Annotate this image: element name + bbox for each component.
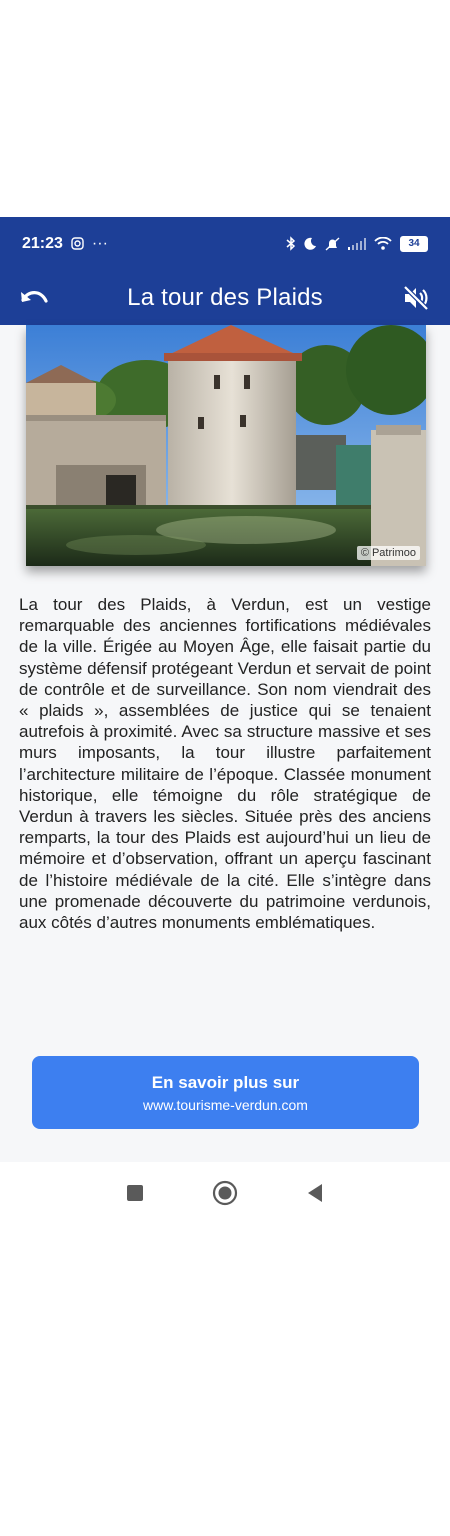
signal-icon xyxy=(348,238,366,250)
moon-icon xyxy=(304,237,317,250)
photo-credit: © Patrimoo xyxy=(357,546,420,560)
recent-apps-icon[interactable] xyxy=(126,1184,144,1202)
monument-photo xyxy=(26,325,426,566)
app-bar xyxy=(0,270,450,325)
more-info-label: En savoir plus sur xyxy=(151,1072,300,1092)
page-title: La tour des Plaids xyxy=(127,283,323,311)
tower-illustration xyxy=(26,325,426,566)
more-info-button[interactable] xyxy=(32,1056,419,1129)
mute-button[interactable] xyxy=(400,282,432,314)
back-icon[interactable] xyxy=(306,1183,324,1203)
battery-icon: 34 xyxy=(400,236,428,252)
system-nav-bar xyxy=(0,1162,450,1224)
volume-off-icon xyxy=(402,285,430,311)
wifi-icon xyxy=(374,237,392,250)
alarm-off-icon xyxy=(325,237,340,251)
description-text: La tour des Plaids, à Verdun, est un vestige remarquable des anciennes fortifications médiévales de la ville. Érigée au Moyen Âge, elle faisait partie du système défensif protégeant Verdun et servait de point de contrôle et de surveillance. Son nom viendrait des « plaids », assemblées de justice qui se tenaient autrefois à proximité. Avec sa structure massive et ses murs imposants, la tour illustre parfaitement l’architecture militaire de l’époque. Classée monument historique, elle témoigne du rôle stratégique de Verdun à travers les siècles. Située près des anciens remparts, la tour des Plaids est aujourd’hui un lieu de mémoire et d’observation, offrant un aperçu fascinant de l’histoire médiévale de la cité. Elle s’intègre dans une promenade découverte du patrimoine verdunois, aux côtés d’autres monuments emblématiques. xyxy=(19,595,431,933)
bluetooth-icon xyxy=(286,236,296,251)
instagram-icon xyxy=(71,237,84,250)
more-notifications-icon: ··· xyxy=(91,234,108,252)
undo-arrow-icon xyxy=(19,287,49,309)
status-time: 21:23 xyxy=(22,234,63,252)
back-button[interactable] xyxy=(18,284,50,312)
app-screen xyxy=(0,217,450,1224)
status-bar xyxy=(0,217,450,270)
more-info-url: www.tourisme-verdun.com xyxy=(143,1096,308,1113)
home-icon[interactable] xyxy=(212,1180,238,1206)
